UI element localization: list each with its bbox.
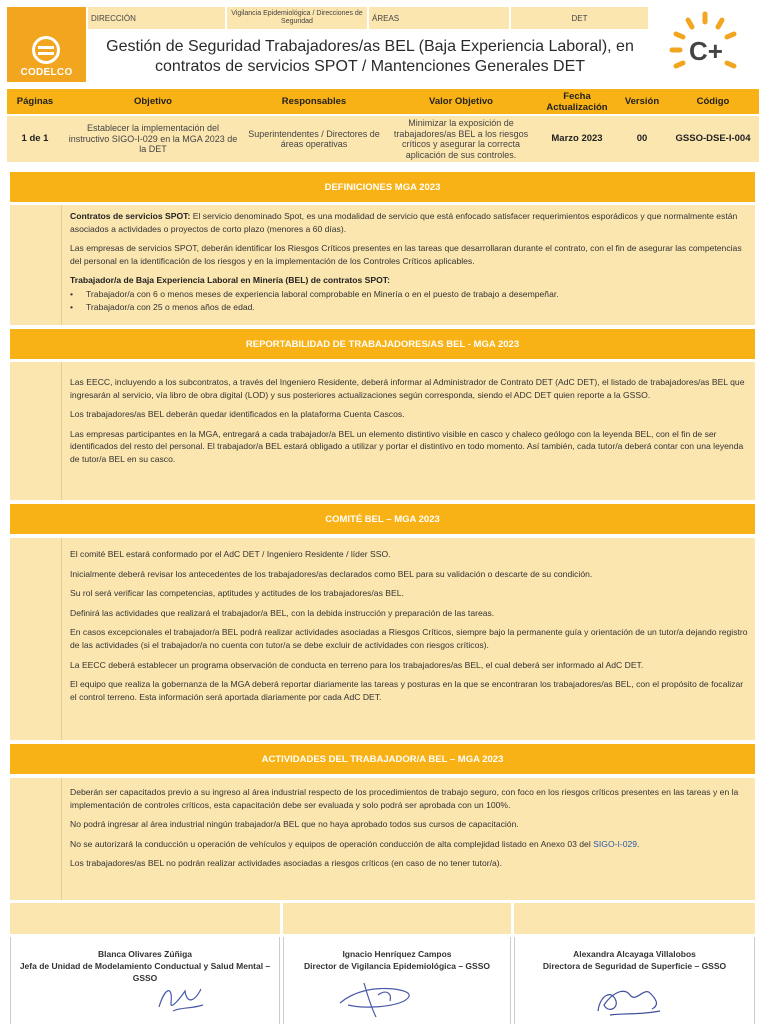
areas-value: DET bbox=[511, 7, 648, 29]
header-paginas: Páginas bbox=[16, 96, 54, 107]
header-objetivo: Objetivo bbox=[133, 96, 172, 107]
comite-p1: El comité BEL estará conformado por el AdC DET / Ingeniero Residente / líder SSO. bbox=[70, 549, 391, 559]
definition-spot-risks: Las empresas de servicios SPOT, deberán identificar los Riesgos Críticos presentes en las tareas que desarrollaran durante el contrato, con el fin de asegurar las competencias del personal en la identificación de los riesgos y en la implementación de los Controles Críticos aplicables. bbox=[70, 243, 742, 266]
actividades-p1: Deberán ser capacitados previo a su ingreso al área industrial respecto de los procedimientos de trabajo seguro, con foco en los riesgos críticos presentes en las tareas y en la implementación de controles críticos, esta capacitación debe ser evaluada y solo podrá ser aprobada con un 100%. bbox=[70, 787, 739, 810]
areas-label: ÁREAS bbox=[369, 7, 509, 29]
section-reportabilidad bbox=[10, 362, 755, 500]
reportabilidad-p2: Los trabajadores/as BEL deberán quedar identificados en la plataforma Cuenta Cascos. bbox=[70, 409, 405, 420]
direction-label: DIRECCIÓN bbox=[88, 7, 225, 29]
signer-name: Blanca Olivares Zúñiga bbox=[97, 949, 192, 959]
header-version: Versión bbox=[624, 96, 660, 107]
direction-value: Vigilancia Epidemiológica / Direcciones de Seguridad bbox=[227, 7, 367, 29]
codelco-emblem-icon bbox=[32, 36, 60, 64]
header-responsables: Responsables bbox=[281, 96, 347, 107]
signature-block-2 bbox=[283, 937, 511, 1024]
sigo-reference-link: SIGO-I-029 bbox=[593, 838, 638, 849]
value-version: 00 bbox=[636, 132, 648, 144]
header-codigo: Código bbox=[696, 96, 730, 107]
signature-block-1 bbox=[10, 937, 280, 1024]
reportabilidad-p3: Las empresas participantes en la MGA, entregará a cada trabajador/a BEL un elemento distintivo visible en casco y chaleco geólogo con la leyenda BEL, con el fin de ser identificados del resto del personal. El trabajador/a BEL estará obligado a utilizar y portar el distintivo en todo momento. Así también, cada tutor/a deberá contar con una leyenda de tutor/a BEL en su casco. bbox=[70, 428, 744, 464]
definition-spot: Contratos de servicios SPOT: El servicio denominado Spot, es una modalidad de servicio que está enfocado satisfacer requerimientos esporádicos y que normalmente están asociados a actividades o proyectos de corto plazo (menores a 60 días). bbox=[70, 211, 738, 234]
document-title: Gestión de Seguridad Trabajadores/as BEL (Baja Experiencia Laboral), en contratos de servicios SPOT / Mantenciones Generales DET bbox=[106, 38, 634, 75]
section-actividades-title: ACTIVIDADES DEL TRABAJADOR/A BEL – MGA 2023 bbox=[10, 744, 755, 774]
comite-p3: Su rol será verificar las competencias, aptitudes y actitudes de los trabajadores/as BEL. bbox=[70, 588, 404, 599]
value-codigo: GSSO-DSE-I-004 bbox=[675, 132, 751, 144]
section-comite-title: COMITÉ BEL – MGA 2023 bbox=[10, 504, 755, 534]
signature-block-3 bbox=[514, 937, 755, 1024]
signer-name: Ignacio Henríquez Campos bbox=[342, 949, 452, 959]
value-fecha: Marzo 2023 bbox=[551, 132, 603, 144]
value-paginas: 1 de 1 bbox=[21, 132, 49, 144]
document-info-table bbox=[7, 89, 759, 162]
logo-text: CODELCO bbox=[20, 67, 73, 78]
comite-p4: Definirá las actividades que realizará el trabajador/a BEL, con la debida instrucción y preparación de las tareas. bbox=[70, 607, 495, 618]
section-definiciones-title: DEFINICIONES MGA 2023 bbox=[10, 172, 755, 202]
codelco-logo bbox=[7, 7, 86, 82]
definition-bel-label: Trabajador/a de Baja Experiencia Laboral en Minería (BEL) de contratos SPOT: bbox=[70, 275, 390, 286]
actividades-p2: No podrá ingresar al área industrial ningún trabajador/a BEL que no haya aprobado todos sus cursos de capacitación. bbox=[70, 819, 519, 830]
section-definiciones bbox=[10, 205, 755, 325]
signature-header-3 bbox=[514, 903, 755, 934]
list-item: • Trabajador/a con 6 o menos meses de experiencia laboral comprobable en Minería o en el puesto de trabajo a desempeñar. bbox=[70, 288, 749, 301]
signature-header-2 bbox=[283, 903, 511, 934]
actividades-p3: No se autorizará la conducción u operación de vehículos y equipos de operación conducción de alta complejidad listado en Anexo 03 del SIGO-I-029. bbox=[70, 838, 640, 849]
section-reportabilidad-title: REPORTABILIDAD DE TRABAJADORES/AS BEL - MGA 2023 bbox=[10, 329, 755, 359]
section-actividades bbox=[10, 778, 755, 900]
signature-header-1 bbox=[10, 903, 280, 934]
signer-role: Directora de Seguridad de Superficie – GSSO bbox=[542, 961, 727, 971]
comite-p5: En casos excepcionales el trabajador/a BEL podrá realizar actividades asociadas a Riesgos Críticos, siempre bajo la permanente guía y orientación de un tutor/a dejando registro de las actividades (si el trabajador/a no cuenta con tutor/a se debe excluir de actividades con riesgos críticos). bbox=[70, 627, 748, 650]
signer-name: Alexandra Alcayaga Villalobos bbox=[573, 949, 696, 959]
reportabilidad-p1: Las EECC, incluyendo a los subcontratos, a través del Ingeniero Residente, deberá informar al Administrador de Contrato DET (AdC DET), el listado de trabajadores/as BEL que ingresarán al servicio, vía libro de obra digital (LOD) y sus posteriores actualizaciones según corresponda, siendo el ADC DET quien reporte a la GSSO. bbox=[70, 377, 745, 400]
comite-p7: El equipo que realiza la gobernanza de la MGA deberá reportar diariamente las tareas y posturas en la que se encontraran los trabajadores/as BEL, con el propósito de focalizar el control terreno. Esta información será aportada diariamente por cada AdC DET. bbox=[70, 679, 744, 702]
comite-p2: Inicialmente deberá revisar los antecedentes de los trabajadores/as declarados como BEL para su validación o descarte de su condición. bbox=[70, 568, 593, 579]
c-plus-logo-icon bbox=[660, 8, 760, 82]
section-comite bbox=[10, 538, 755, 740]
header-fecha: Fecha Actualización bbox=[546, 90, 608, 113]
handwritten-signature-icon bbox=[151, 977, 211, 1017]
brand-mark-text: C+ bbox=[689, 36, 723, 66]
comite-p6: La EECC deberá establecer un programa observación de conducta en terreno para los trabajadores/as BEL, el cual deberá ser informado al AdC DET. bbox=[70, 659, 644, 670]
signer-role: Director de Vigilancia Epidemiológica – GSSO bbox=[304, 961, 490, 971]
handwritten-signature-icon bbox=[334, 973, 424, 1021]
definition-bel-list bbox=[70, 288, 749, 313]
header-valor-objetivo: Valor Objetivo bbox=[429, 96, 493, 107]
signer-role: Jefa de Unidad de Modelamiento Conductual y Salud Mental – GSSO bbox=[19, 961, 271, 983]
info-table-row bbox=[7, 116, 759, 162]
value-responsables: Superintendentes / Directores de áreas operativas bbox=[248, 128, 380, 149]
actividades-p4: Los trabajadores/as BEL no podrán realizar actividades asociadas a riesgos críticos (en caso de no tener tutor/a). bbox=[70, 858, 502, 869]
value-valor-objetivo: Minimizar la exposición de trabajadores/as BEL a los riesgos críticos y asegurar la correcta aplicación de sus controles. bbox=[393, 118, 529, 160]
list-item: • Trabajador/a con 25 o menos años de edad. bbox=[70, 301, 749, 314]
value-objetivo: Establecer la implementación del instructivo SIGO-I-029 en la MGA 2023 de la DET bbox=[68, 123, 238, 155]
handwritten-signature-icon bbox=[590, 975, 670, 1021]
info-table-header bbox=[7, 89, 759, 114]
